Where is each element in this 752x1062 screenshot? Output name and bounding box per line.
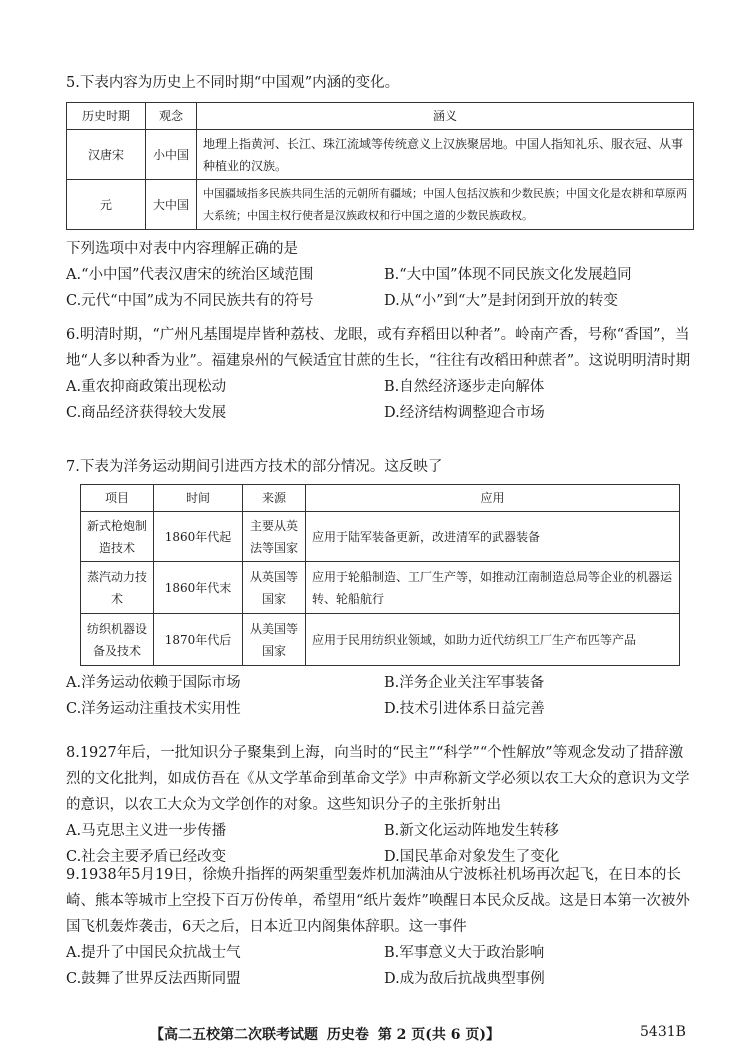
option-d: D.成为敌后抗战典型事例 <box>384 971 545 987</box>
question-7-options <box>66 670 694 722</box>
table-cell: 从英国等国家 <box>243 562 306 614</box>
option-a: A.提升了中国民众抗战士气 <box>66 945 241 961</box>
question-7-stem: 7.下表为洋务运动期间引进西方技术的部分情况。这反映了 <box>66 459 443 475</box>
table-header-cell: 应用 <box>306 485 680 512</box>
question-9-options <box>66 940 694 992</box>
table-cell: 新式枪炮制造技术 <box>81 512 154 562</box>
option-b: B.“大中国”体现不同民族文化发展趋同 <box>384 267 632 283</box>
table-cell: 纺织机器设备及技术 <box>81 614 154 666</box>
table-cell: 大中国 <box>146 180 197 230</box>
option-b: B.新文化运动阵地发生转移 <box>384 823 559 839</box>
question-9 <box>66 862 694 992</box>
option-c: C.洋务运动注重技术实用性 <box>66 701 241 717</box>
table-header-cell: 项目 <box>81 485 154 512</box>
table-header-cell: 历史时期 <box>67 103 146 130</box>
footer-paper-code: 5431B <box>640 1024 686 1040</box>
question-5 <box>66 70 694 314</box>
question-8 <box>66 740 694 870</box>
table-cell: 地理上指黄河、长江、珠江流域等传统意义上汉族聚居地。中国人指知礼乐、服衣冠、从事种植业的汉族。 <box>197 130 694 180</box>
table-cell: 1860年代起 <box>154 512 243 562</box>
table-row <box>81 614 680 666</box>
question-5-table <box>66 102 694 230</box>
table-cell: 主要从英法等国家 <box>243 512 306 562</box>
option-b: B.军事意义大于政治影响 <box>384 945 545 961</box>
footer-label <box>150 1024 500 1044</box>
table-row <box>67 180 694 230</box>
option-c: C.鼓舞了世界反法西斯同盟 <box>66 971 241 987</box>
table-cell: 蒸汽动力技术 <box>81 562 154 614</box>
option-c: C.商品经济获得较大发展 <box>66 405 227 421</box>
footer-subject: 历史卷 <box>326 1027 369 1043</box>
table-header-cell: 涵义 <box>197 103 694 130</box>
option-d: D.技术引进体系日益完善 <box>384 701 545 717</box>
question-6 <box>66 322 694 426</box>
table-cell: 应用于陆军装备更新，改进清军的武器装备 <box>306 512 680 562</box>
question-6-options <box>66 374 694 426</box>
table-cell: 应用于轮船制造、工厂生产等，如推动江南制造总局等企业的机器运转、轮船航行 <box>306 562 680 614</box>
option-c: C.元代“中国”成为不同民族共有的符号 <box>66 293 314 309</box>
question-5-stem: 5.下表内容为历史上不同时期“中国观”内涵的变化。 <box>66 75 400 91</box>
question-8-stem: 8.1927年后，一批知识分子聚集到上海，向当时的“民主”“科学”“个性解放”等观念发动了措辞激烈的文化批判，如成仿吾在《从文学革命到革命文学》中声称新文学必须以农工大众的意识为文学的意识，以农工大众为文学创作的对象。这些知识分子的主张折射出 <box>66 745 690 813</box>
table-cell: 1870年代后 <box>154 614 243 666</box>
option-d: D.国民革命对象发生了变化 <box>384 849 560 865</box>
option-a: A.重农抑商政策出现松动 <box>66 379 227 395</box>
table-row <box>81 512 680 562</box>
footer-page-number: 第 2 页(共 6 页)】 <box>377 1027 501 1043</box>
option-a: A.“小中国”代表汉唐宋的统治区域范围 <box>66 267 314 283</box>
option-d: D.经济结构调整迎合市场 <box>384 405 545 421</box>
table-cell: 中国疆域指多民族共同生活的元朝所有疆域；中国人包括汉族和少数民族；中国文化是农耕和草原两大系统；中国主权行使者是汉族政权和行中国之道的少数民族政权。 <box>197 180 694 230</box>
table-header-cell: 来源 <box>243 485 306 512</box>
table-cell: 小中国 <box>146 130 197 180</box>
table-cell: 1860年代末 <box>154 562 243 614</box>
question-5-options <box>66 262 694 314</box>
option-d: D.从“小”到“大”是封闭到开放的转变 <box>384 293 618 309</box>
option-b: B.自然经济逐步走向解体 <box>384 379 545 395</box>
table-cell: 元 <box>67 180 146 230</box>
question-7-table <box>80 484 680 666</box>
table-header-cell: 时间 <box>154 485 243 512</box>
option-a: A.洋务运动依赖于国际市场 <box>66 675 241 691</box>
table-header-row <box>81 485 680 512</box>
option-b: B.洋务企业关注军事装备 <box>384 675 545 691</box>
table-row <box>81 562 680 614</box>
table-cell: 应用于民用纺织业领域，如助力近代纺织工厂生产布匹等产品 <box>306 614 680 666</box>
table-header-row <box>67 103 694 130</box>
question-6-stem: 6.明清时期，“广州凡基围堤岸皆种荔枝、龙眼，或有弃稻田以种者”。岭南产香，号称“香国”，当地“人多以种香为业”。福建泉州的气候适宜甘蔗的生长，“往往有改稻田种蔗者”。这说明明清时期 <box>66 327 691 369</box>
option-a: A.马克思主义进一步传播 <box>66 823 227 839</box>
question-5-prompt: 下列选项中对表中内容理解正确的是 <box>66 241 298 257</box>
question-7 <box>66 454 694 722</box>
option-c: C.社会主要矛盾已经改变 <box>66 849 227 865</box>
table-header-cell: 观念 <box>146 103 197 130</box>
question-9-stem: 9.1938年5月19日，徐焕升指挥的两架重型轰炸机加满油从宁波栎社机场再次起飞，在日本的长崎、熊本等城市上空投下百万份传单，希望用“纸片轰炸”唤醒日本民众反战。这是日本第一次被外国飞机轰炸袭击，6天之后，日本近卫内阁集体辞职。这一事件 <box>66 867 690 935</box>
table-cell: 从美国等国家 <box>243 614 306 666</box>
footer-exam-title: 【高二五校第二次联考试题 <box>150 1027 318 1043</box>
table-row <box>67 130 694 180</box>
table-cell: 汉唐宋 <box>67 130 146 180</box>
